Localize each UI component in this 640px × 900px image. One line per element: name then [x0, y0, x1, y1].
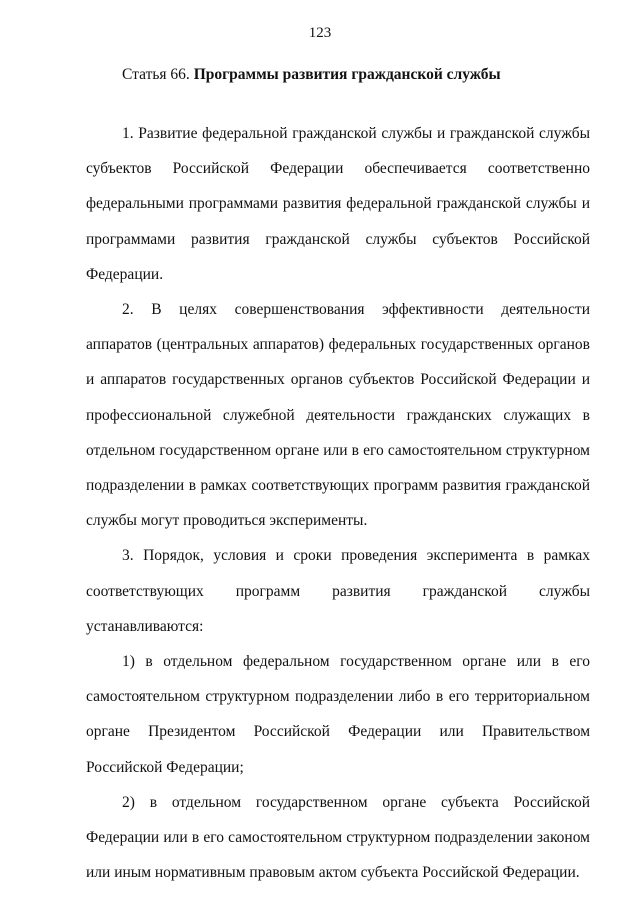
paragraph-3: 3. Порядок, условия и сроки проведения эксперимента в рамках соответствующих программ развития гражданской службы устанавливаются: — [86, 547, 590, 635]
paragraph-1: 1. Развитие федеральной гражданской службы и гражданской службы субъектов Российской Федерации обеспечивается соответственно федеральными программами развития федеральной гражданской службы и программами развития гражданской службы субъектов Российской Федерации. — [86, 125, 590, 283]
article-body — [86, 116, 590, 890]
article-title: Программы развития гражданской службы — [193, 66, 501, 83]
page-number: 123 — [308, 25, 332, 41]
list-item-1: 1) в отдельном федеральном государственном органе или в его самостоятельном структурном подразделении либо в его территориальном органе Президентом Российской Федерации или Правительством Российской Федерации; — [86, 653, 590, 776]
list-item-2: 2) в отдельном государственном органе субъекта Российской Федерации или в его самостоятельном структурном подразделении законом или иным нормативным правовым актом субъекта Российской Федерации. — [86, 793, 590, 882]
article-heading — [122, 65, 501, 85]
article-label: Статья 66. — [122, 66, 190, 83]
paragraph-2: 2. В целях совершенствования эффективности деятельности аппаратов (центральных аппаратов) федеральных государственных органов и аппаратов государственных органов субъектов Российской Федерации и профессиональной служебной деятельности гражданских служащих в отдельном государственном органе или в его самостоятельном структурном подразделении в рамках соответствующих программ развития гражданской службы могут проводиться эксперименты. — [86, 301, 590, 530]
